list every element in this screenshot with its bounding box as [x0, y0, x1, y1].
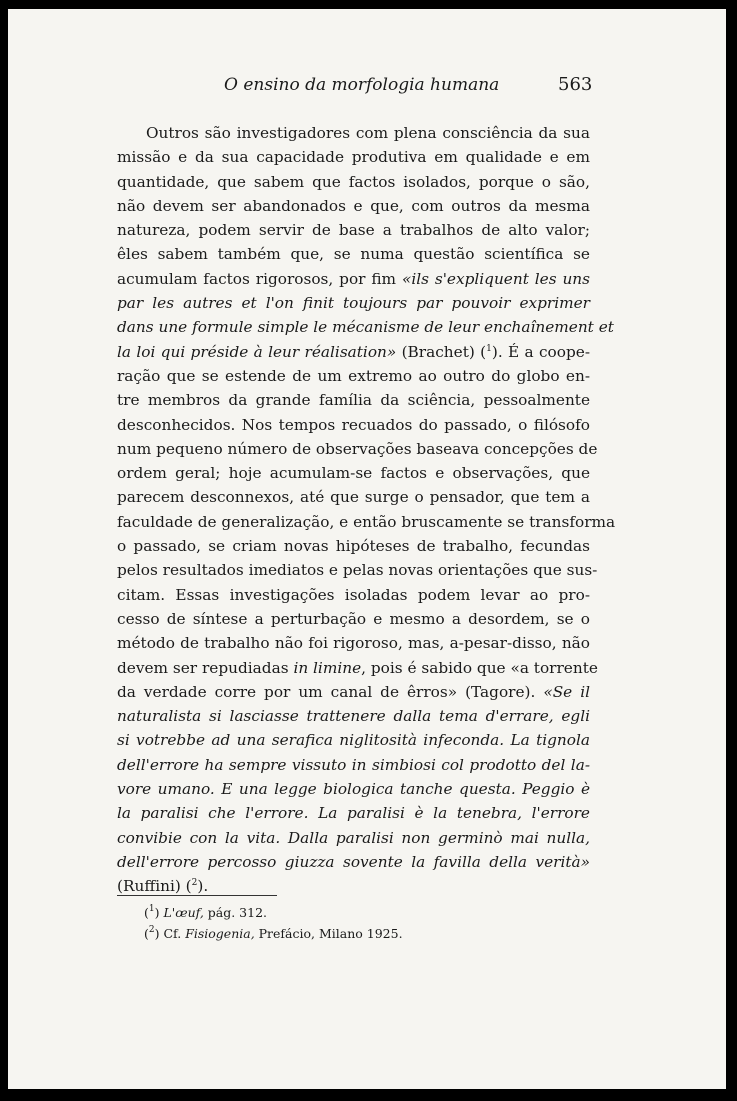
quote-italian: dell'errore ha sempre vissuto in simbiosi col prodotto del la-	[117, 755, 590, 774]
text-run: (Ruffini) (	[117, 877, 192, 896]
text-line	[117, 656, 598, 680]
text-line: ração que se estende de um extremo ao outro do globo en-	[117, 366, 590, 385]
text-run: ).	[197, 877, 209, 896]
quote-french: «ils s'expliquent les uns	[401, 269, 590, 288]
text-line: tre membros da grande família da sciência, pessoalmente	[117, 391, 590, 410]
text-line: método de trabalho não foi rigoroso, mas, a-pesar-disso, não	[117, 634, 590, 653]
quote-french: la loi qui préside à leur réalisation»	[117, 342, 397, 361]
footnote-number: 1	[148, 904, 155, 914]
footnote-ref: 2	[191, 878, 198, 889]
text-run: , pois é sabido que «a torrente	[361, 658, 598, 677]
text-run: devem ser repudiadas	[117, 658, 294, 677]
quote-italian: la paralisi che l'errore. La paralisi è la tenebra, l'errore	[117, 804, 590, 823]
latin-phrase: in limine	[293, 658, 362, 677]
footnotes	[144, 902, 403, 944]
quote-french: dans une formule simple le mécanisme de leur enchaînement et	[117, 318, 614, 337]
running-title: O ensino da morfologia humana	[224, 75, 500, 95]
text-run: da verdade corre por um canal de êrros» (Tagore).	[117, 682, 544, 701]
text-line	[117, 267, 590, 291]
footnote-ref: 1	[486, 343, 492, 354]
page-number: 563	[558, 74, 593, 95]
text-line: êles sabem também que, se numa questão scientífica se	[117, 245, 590, 264]
footnote-text: Cf.	[159, 926, 186, 941]
text-line: num pequeno número de observações baseava concepções de	[117, 439, 598, 458]
footnote-title: L'œuf,	[163, 905, 204, 920]
text-line: cesso de síntese a perturbação e mesmo a desordem, se o	[117, 609, 590, 628]
text-line	[117, 340, 590, 364]
text-line: quantidade, que sabem que factos isolados, porque o são,	[117, 172, 590, 191]
text-line: citam. Essas investigações isoladas podem levar ao pro-	[117, 585, 590, 604]
text-line: pelos resultados imediatos e pelas novas orientações que sus-	[117, 561, 598, 580]
text-line: natureza, podem servir de base a trabalhos de alto valor;	[117, 221, 590, 240]
text-line: faculdade de generalização, e então bruscamente se transforma	[117, 512, 616, 531]
text-line: Outros são investigadores com plena consciência da sua	[146, 124, 590, 142]
book-page	[8, 9, 726, 1089]
text-line	[117, 680, 590, 704]
footnote-text: Prefácio, Milano 1925.	[254, 926, 403, 941]
quote-italian: convibie con la vita. Dalla paralisi non germinò mai nulla,	[117, 828, 590, 847]
quote-italian: vore umano. E una legge biologica tanche questa. Peggio è	[117, 780, 590, 799]
footnote-divider	[117, 895, 277, 896]
text-line: missão e da sua capacidade produtiva em qualidade e em	[117, 148, 590, 167]
text-line: não devem ser abandonados e que, com outros da mesma	[117, 196, 590, 215]
page-header	[8, 75, 726, 105]
text-line: ordem geral; hoje acumulam-se factos e observações, que	[117, 464, 590, 483]
footnote-2: ($^2$) Cf. Fisiogenia, Prefácio, Milano 1925.	[144, 925, 403, 941]
footnote-text: pág. 312.	[203, 905, 268, 920]
text-run: acumulam factos rigorosos, por fim	[117, 269, 402, 288]
quote-italian: dell'errore percosso giuzza sovente la favilla della verità»	[117, 852, 590, 871]
quote-italian: naturalista si lasciasse trattenere dalla tema d'errare, egli	[117, 707, 590, 726]
text-line: o passado, se criam novas hipóteses de trabalho, fecundas	[117, 537, 590, 556]
footnote-title: Fisiogenia,	[185, 926, 255, 941]
quote-french: par les autres et l'on finit toujours par pouvoir exprimer	[117, 294, 590, 313]
body-text	[117, 121, 616, 899]
text-run: ). É a coope-	[491, 342, 590, 361]
text-line: desconhecidos. Nos tempos recuados do passado, o filósofo	[117, 415, 590, 434]
text-run: (Brachet) (	[396, 342, 487, 361]
quote-italian: «Se il	[543, 682, 590, 701]
footnote-number: 2	[148, 925, 155, 935]
text-line: parecem desconnexos, até que surge o pensador, que tem a	[117, 488, 590, 507]
quote-italian: si votrebbe ad una serafica niglitosità infeconda. La tignola	[117, 731, 590, 750]
footnote-1: ($^1$) L'œuf, pág. 312.	[144, 904, 268, 920]
